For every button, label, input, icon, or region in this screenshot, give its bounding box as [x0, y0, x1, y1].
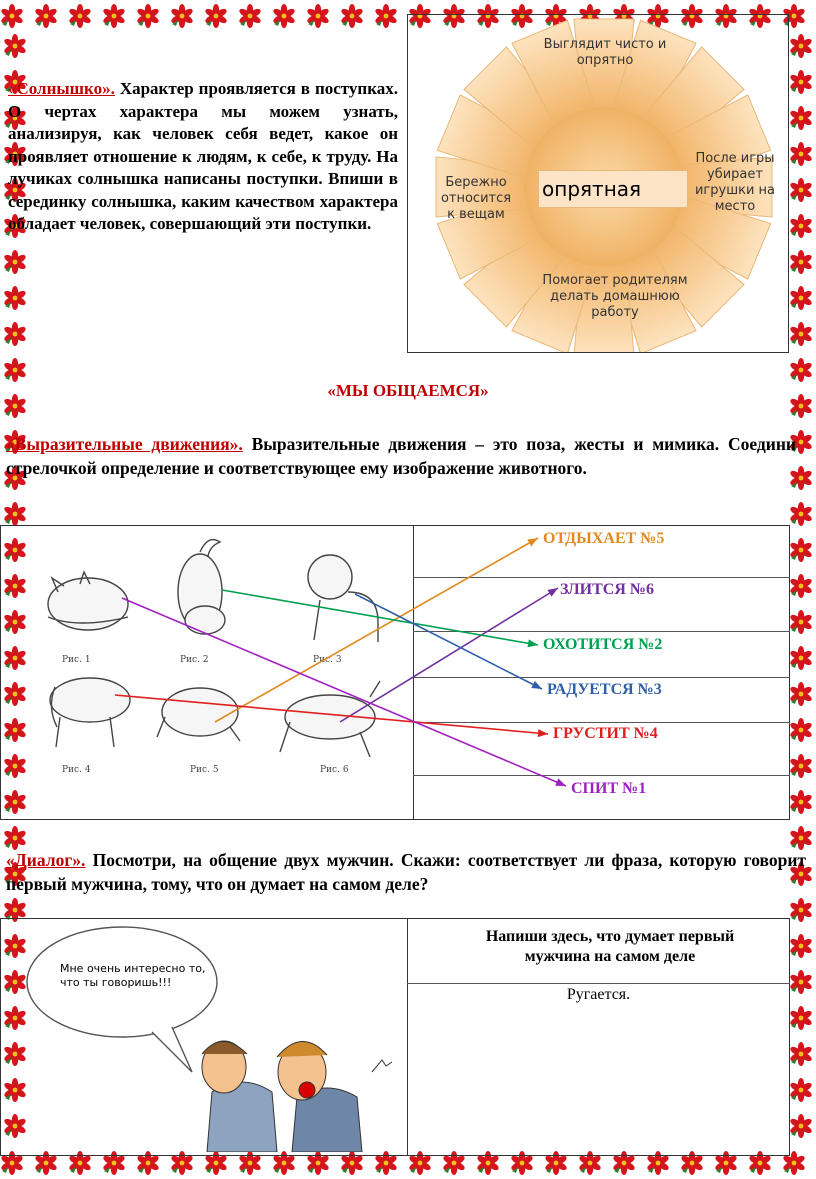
arrowhead-icon [527, 639, 538, 647]
arrowhead-icon [547, 588, 558, 597]
character-paragraph [8, 78, 398, 236]
poinsettia-icon [204, 4, 228, 28]
answer-field[interactable]: Ругается. [566, 986, 631, 1003]
ray-right-label: После игры убирает игрушки на место [694, 151, 776, 214]
poinsettia-icon [3, 250, 27, 274]
connection-arrow [222, 590, 538, 645]
poinsettia-icon [789, 142, 813, 166]
animal-caption: Рис. 4 [62, 765, 91, 775]
connection-arrow [340, 588, 558, 722]
character-title: Характер [114, 79, 194, 98]
poinsettia-icon [789, 214, 813, 238]
poinsettia-icon [789, 34, 813, 58]
sun-answer-text: опрятная [542, 177, 642, 201]
arrowhead-icon [527, 538, 538, 546]
dialog-title-link[interactable]: «Диалог». [6, 850, 86, 870]
poinsettia-icon [102, 4, 126, 28]
animal-figure-6 [280, 681, 380, 757]
dialog-table-row-line [407, 983, 790, 984]
poinsettia-icon [789, 70, 813, 94]
answer-label[interactable]: ГРУСТИТ №4 [553, 725, 658, 742]
poinsettia-icon [789, 178, 813, 202]
character-title-link[interactable]: «Солнышко». [8, 79, 115, 98]
animal-caption: Рис. 1 [62, 655, 91, 665]
poinsettia-icon [789, 1114, 813, 1138]
poinsettia-icon [136, 4, 160, 28]
dialog-illustration [2, 922, 407, 1152]
poinsettia-icon [3, 34, 27, 58]
dialog-body: Посмотри, на общение двух мужчин. Скажи: соответствует ли фраза, которую говорит первый мужчина, тому, что он думает на самом деле? [6, 850, 806, 894]
animals-drawing [0, 522, 816, 822]
poinsettia-icon [238, 4, 262, 28]
poinsettia-icon [306, 4, 330, 28]
arrowhead-icon [531, 681, 542, 689]
poinsettia-icon [789, 1006, 813, 1030]
sun-frame [407, 14, 789, 353]
answer-label[interactable]: ЗЛИТСЯ №6 [560, 581, 654, 598]
character-body: проявляется в поступках. О чертах характера мы можем узнать, анализируя, как человек себя ведет, какое он проявляет отношение к людям, к себе, к труду. На лучиках солнышка написаны поступки. Впиши в серединку солнышка, каким качеством характера обладает человек, совершающий эти поступки. [8, 79, 398, 233]
answer-label[interactable]: СПИТ №1 [571, 780, 647, 797]
poinsettia-icon [789, 1078, 813, 1102]
speech-text: Мне очень интересно то, что ты говоришь!!! [60, 962, 206, 989]
poinsettia-icon [170, 4, 194, 28]
poinsettia-icon [789, 898, 813, 922]
animal-caption: Рис. 6 [320, 765, 349, 775]
poinsettia-icon [3, 826, 27, 850]
movements-title-link[interactable]: «Выразительные движения». [6, 434, 243, 454]
ray-left-label: Бережно относится к вещам [440, 175, 512, 222]
movements-paragraph [6, 432, 796, 480]
poinsettia-icon [789, 286, 813, 310]
animal-figure-3 [308, 555, 378, 642]
poinsettia-icon [789, 934, 813, 958]
poinsettia-icon [34, 4, 58, 28]
animal-caption: Рис. 5 [190, 765, 219, 775]
poinsettia-icon [789, 1042, 813, 1066]
poinsettia-icon [789, 250, 813, 274]
animal-caption: Рис. 2 [180, 655, 209, 665]
poinsettia-icon [374, 4, 398, 28]
dialog-table-divider [407, 918, 408, 1156]
animal-figure-1 [48, 572, 128, 630]
man-figure-1 [202, 1041, 277, 1152]
poinsettia-icon [789, 322, 813, 346]
poinsettia-icon [340, 4, 364, 28]
poinsettia-icon [272, 4, 296, 28]
poinsettia-icon [3, 286, 27, 310]
animal-figure-4 [50, 678, 130, 747]
poinsettia-icon [68, 4, 92, 28]
poinsettia-icon [789, 970, 813, 994]
answer-label[interactable]: РАДУЕТСЯ №3 [547, 681, 662, 698]
ray-top-label: Выглядит чисто и опрятно [543, 37, 667, 68]
answer-label[interactable]: ОТДЫХАЕТ №5 [543, 530, 665, 547]
communication-heading: «МЫ ОБЩАЕМСЯ» [327, 381, 489, 400]
dialog-paragraph [6, 848, 806, 896]
poinsettia-icon [3, 358, 27, 382]
movements-body: Выразительные движения – это поза, жесты и мимика. Соедини стрелочкой определение и соответствующее ему изображение животного. [6, 434, 796, 478]
poinsettia-icon [789, 826, 813, 850]
poinsettia-icon [3, 322, 27, 346]
animal-caption: Рис. 3 [313, 655, 342, 665]
man-figure-2 [277, 1041, 392, 1152]
poinsettia-icon [789, 106, 813, 130]
animal-figure-2 [178, 540, 225, 634]
answer-label[interactable]: ОХОТИТСЯ №2 [543, 636, 663, 653]
poinsettia-icon [0, 4, 24, 28]
poinsettia-icon [789, 358, 813, 382]
write-header: Напиши здесь, что думает первый мужчина на самом деле [485, 928, 735, 965]
arrowhead-icon [555, 778, 566, 786]
ray-bottom-label: Помогает родителям делать домашнюю работу [542, 273, 688, 320]
